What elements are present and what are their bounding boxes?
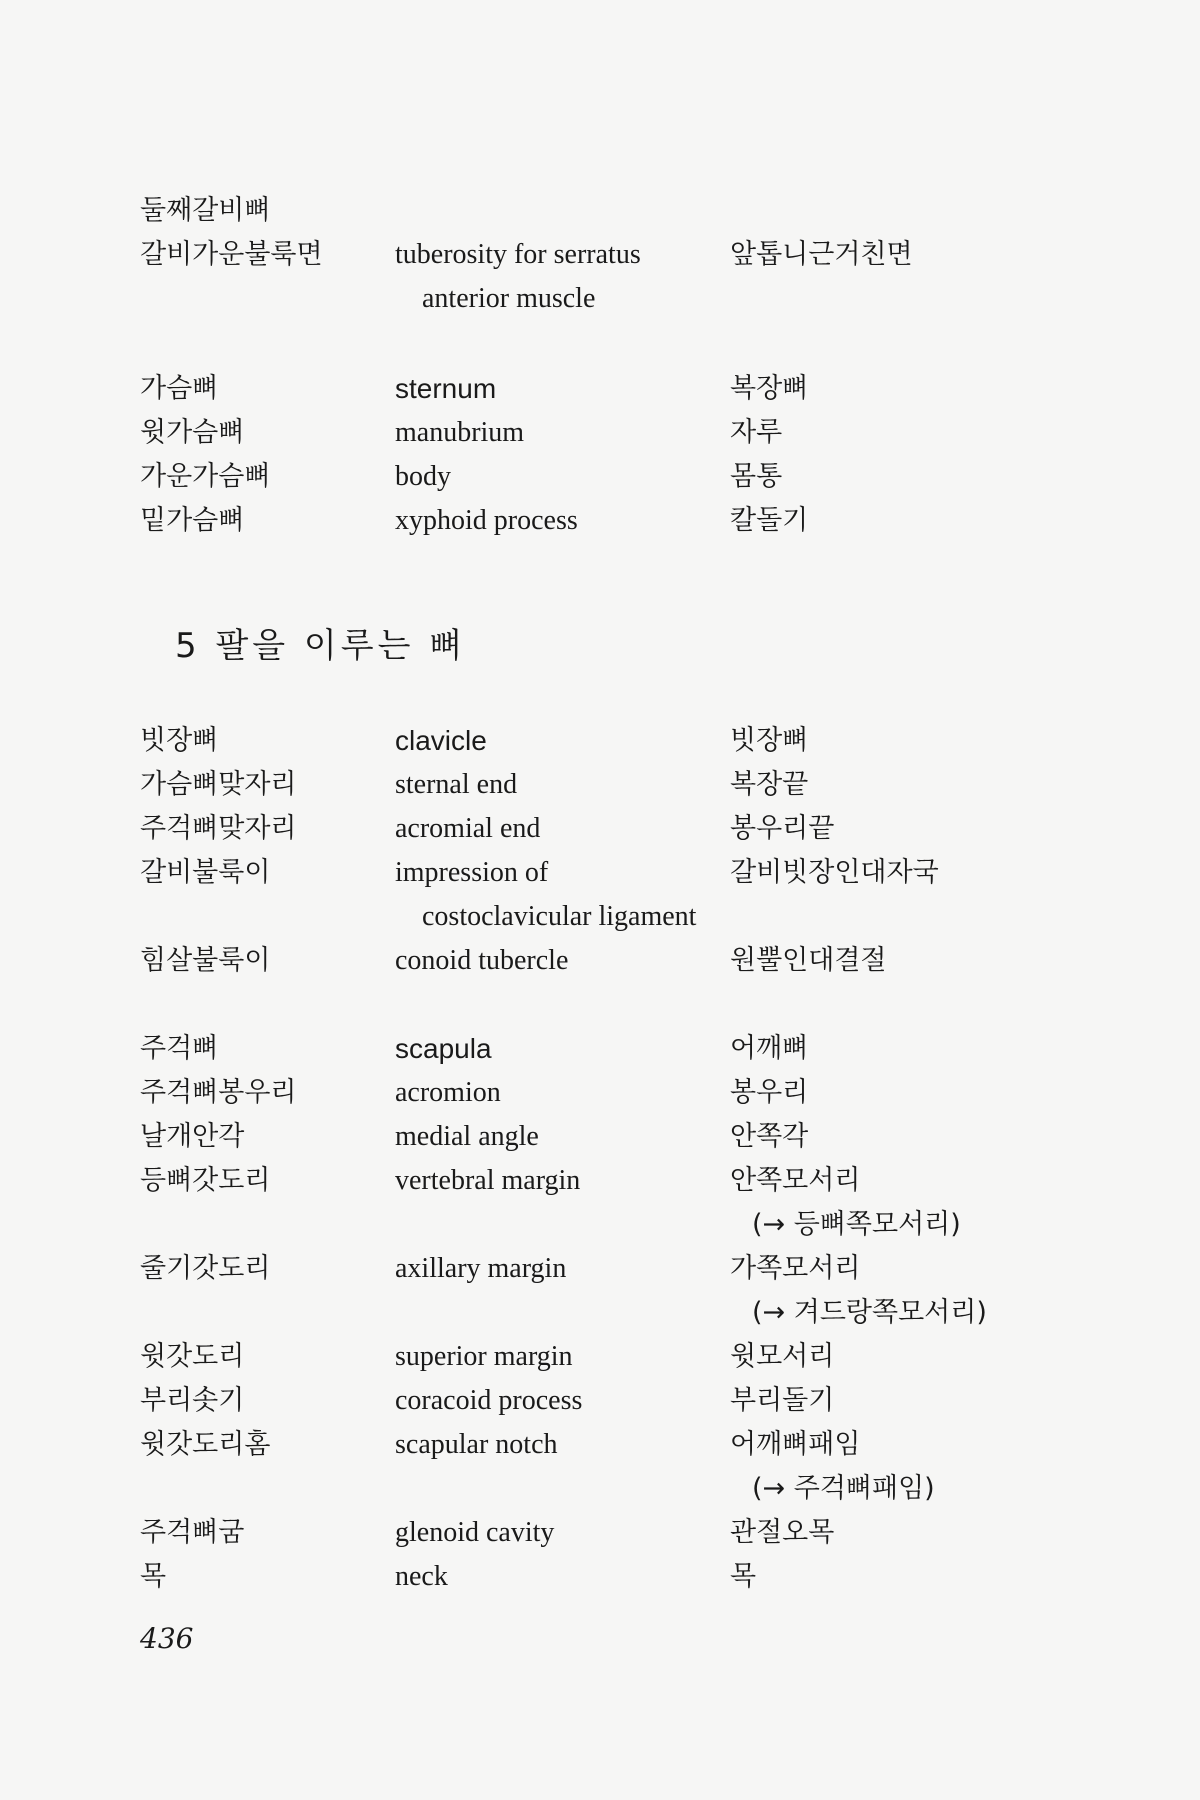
new-korean-term: 원뿔인대결절 bbox=[730, 945, 887, 976]
new-korean-term: 안쪽모서리 bbox=[730, 1165, 861, 1196]
old-korean-term: 힘살불룩이 bbox=[140, 945, 271, 976]
new-korean-term: 칼돌기 bbox=[730, 505, 809, 536]
new-korean-term: 자루 bbox=[730, 417, 783, 448]
new-korean-term: 봉우리 bbox=[730, 1077, 809, 1108]
old-korean-term: 날개안각 bbox=[140, 1121, 245, 1152]
old-korean-term: 주걱뼈봉우리 bbox=[140, 1077, 297, 1108]
term-row bbox=[0, 1114, 1200, 1160]
old-korean-term: 등뼈갓도리 bbox=[140, 1165, 271, 1196]
term-row bbox=[0, 1246, 1200, 1292]
new-korean-term: 부리돌기 bbox=[730, 1385, 835, 1416]
latin-english-term: sternum bbox=[395, 373, 497, 404]
old-korean-term: 윗갓도리 bbox=[140, 1341, 245, 1372]
term-row bbox=[0, 1290, 1200, 1336]
english-term-continuation: costoclavicular ligament bbox=[422, 901, 697, 932]
new-korean-term: 어깨뼈 bbox=[730, 1033, 809, 1064]
term-row bbox=[0, 894, 1200, 940]
old-korean-term: 부리솟기 bbox=[140, 1385, 245, 1416]
new-korean-term: 관절오목 bbox=[730, 1517, 835, 1548]
term-row bbox=[0, 498, 1200, 544]
term-row bbox=[0, 188, 1200, 234]
latin-english-term: axillary margin bbox=[395, 1253, 567, 1284]
new-korean-term: 윗모서리 bbox=[730, 1341, 835, 1372]
term-row bbox=[0, 1466, 1200, 1512]
english-term-continuation: anterior muscle bbox=[422, 283, 596, 314]
alternate-term-note: (→ 등뼈쪽모서리) bbox=[752, 1209, 961, 1240]
term-row bbox=[0, 1422, 1200, 1468]
latin-english-term: coracoid process bbox=[395, 1385, 583, 1416]
term-row bbox=[0, 762, 1200, 808]
new-korean-term: 어깨뼈패임 bbox=[730, 1429, 861, 1460]
new-korean-term: 몸통 bbox=[730, 461, 783, 492]
new-korean-term: 안쪽각 bbox=[730, 1121, 809, 1152]
new-korean-term: 갈비빗장인대자국 bbox=[730, 857, 939, 888]
term-row bbox=[0, 276, 1200, 322]
old-korean-term: 갈비가운불룩면 bbox=[140, 239, 323, 270]
old-korean-term: 가슴뼈 bbox=[140, 373, 219, 404]
old-korean-term: 가운가슴뼈 bbox=[140, 461, 271, 492]
term-row bbox=[0, 718, 1200, 764]
term-row bbox=[0, 1070, 1200, 1116]
term-row bbox=[0, 938, 1200, 984]
latin-english-term: glenoid cavity bbox=[395, 1517, 555, 1548]
latin-english-term: scapular notch bbox=[395, 1429, 558, 1460]
latin-english-term: sternal end bbox=[395, 769, 518, 800]
section-heading: 5 팔을 이루는 뼈 bbox=[175, 626, 467, 666]
new-korean-term: 빗장뼈 bbox=[730, 725, 809, 756]
term-row bbox=[0, 806, 1200, 852]
latin-english-term: scapula bbox=[395, 1033, 492, 1064]
new-korean-term: 목 bbox=[730, 1561, 757, 1592]
term-row bbox=[0, 232, 1200, 278]
old-korean-term: 줄기갓도리 bbox=[140, 1253, 271, 1284]
new-korean-term: 봉우리끝 bbox=[730, 813, 835, 844]
new-korean-term: 가쪽모서리 bbox=[730, 1253, 861, 1284]
old-korean-term: 목 bbox=[140, 1561, 167, 1592]
new-korean-term: 앞톱니근거친면 bbox=[730, 239, 913, 270]
term-row bbox=[0, 1378, 1200, 1424]
latin-english-term: vertebral margin bbox=[395, 1165, 581, 1196]
latin-english-term: clavicle bbox=[395, 725, 487, 756]
alternate-term-note: (→ 겨드랑쪽모서리) bbox=[752, 1297, 987, 1328]
latin-english-term: acromial end bbox=[395, 813, 541, 844]
new-korean-term: 복장끝 bbox=[730, 769, 809, 800]
term-row bbox=[0, 366, 1200, 412]
old-korean-term: 주걱뼈 bbox=[140, 1033, 219, 1064]
old-korean-term: 빗장뼈 bbox=[140, 725, 219, 756]
page-number: 436 bbox=[140, 1622, 194, 1655]
term-row bbox=[0, 1158, 1200, 1204]
latin-english-term: conoid tubercle bbox=[395, 945, 569, 976]
latin-english-term: manubrium bbox=[395, 417, 525, 448]
term-row bbox=[0, 1510, 1200, 1556]
term-row bbox=[0, 410, 1200, 456]
latin-english-term: superior margin bbox=[395, 1341, 573, 1372]
term-row bbox=[0, 1334, 1200, 1380]
term-row bbox=[0, 850, 1200, 896]
latin-english-term: tuberosity for serratus bbox=[395, 239, 641, 270]
latin-english-term: impression of bbox=[395, 857, 549, 888]
old-korean-term: 밑가슴뼈 bbox=[140, 505, 245, 536]
latin-english-term: medial angle bbox=[395, 1121, 539, 1152]
latin-english-term: acromion bbox=[395, 1077, 501, 1108]
term-row bbox=[0, 1554, 1200, 1600]
old-korean-term: 가슴뼈맞자리 bbox=[140, 769, 297, 800]
alternate-term-note: (→ 주걱뼈패임) bbox=[752, 1473, 935, 1504]
old-korean-term: 주걱뼈맞자리 bbox=[140, 813, 297, 844]
latin-english-term: neck bbox=[395, 1561, 448, 1592]
term-row bbox=[0, 1202, 1200, 1248]
old-korean-term: 갈비불룩이 bbox=[140, 857, 271, 888]
latin-english-term: body bbox=[395, 461, 451, 492]
old-korean-term: 둘째갈비뼈 bbox=[140, 195, 271, 226]
term-row bbox=[0, 454, 1200, 500]
old-korean-term: 주걱뼈굼 bbox=[140, 1517, 245, 1548]
new-korean-term: 복장뼈 bbox=[730, 373, 809, 404]
old-korean-term: 윗갓도리홈 bbox=[140, 1429, 271, 1460]
latin-english-term: xyphoid process bbox=[395, 505, 578, 536]
term-row bbox=[0, 1026, 1200, 1072]
old-korean-term: 윗가슴뼈 bbox=[140, 417, 245, 448]
